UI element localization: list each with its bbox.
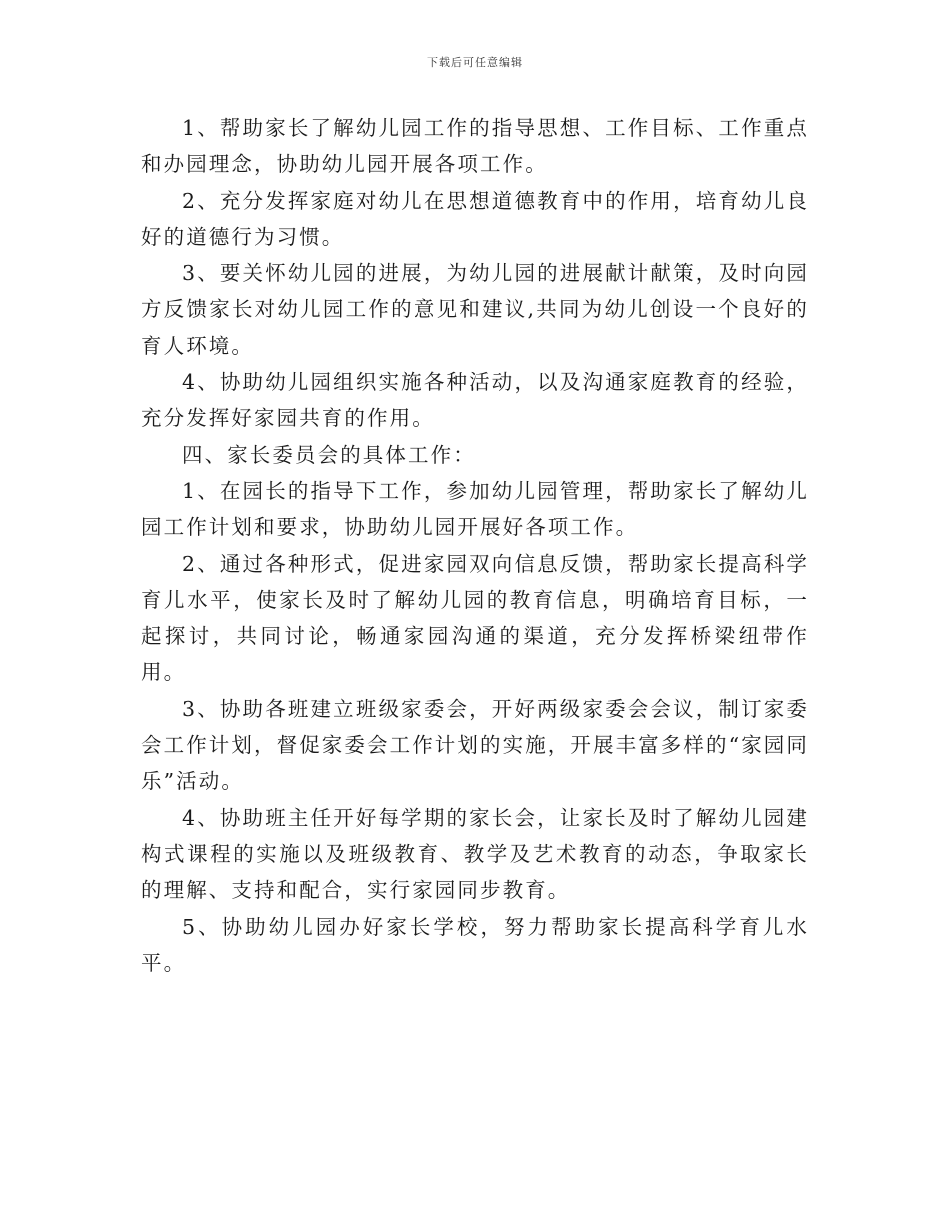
paragraph-2: 2、充分发挥家庭对幼儿在思想道德教育中的作用，培育幼儿良好的道德行为习惯。 <box>141 188 809 249</box>
paragraph-8: 4、协助班主任开好每学期的家长会，让家长及时了解幼儿园建构式课程的实施以及班级教育、教学及艺术教育的动态，争取家长的理解、支持和配合，实行家园同步教育。 <box>141 805 809 903</box>
section-heading: 四、家长委员会的具体工作： <box>182 442 476 467</box>
paragraph-4: 4、协助幼儿园组织实施各种活动，以及沟通家庭教育的经验，充分发挥好家园共育的作用。 <box>141 370 809 431</box>
paragraph-6: 2、通过各种形式，促进家园双向信息反馈，帮助家长提高科学育儿水平，使家长及时了解幼儿园的教育信息，明确培育目标，一起探讨，共同讨论，畅通家园沟通的渠道，充分发挥桥梁纽带作用。 <box>141 551 809 685</box>
paragraph-5: 1、在园长的指导下工作，参加幼儿园管理，帮助家长了解幼儿园工作计划和要求，协助幼儿园开展好各项工作。 <box>141 478 809 540</box>
paragraph-7: 3、协助各班建立班级家委会，开好两级家委会会议，制订家委会工作计划，督促家委会工作计划的实施，开展丰富多样的“家园同乐”活动。 <box>141 696 809 794</box>
paragraph-3: 3、要关怀幼儿园的进展，为幼儿园的进展献计献策，及时向园方反馈家长对幼儿园工作的意见和建议,共同为幼儿创设一个良好的育人环境。 <box>141 261 809 358</box>
document-body <box>141 110 809 981</box>
page-header: 下载后可任意编辑 <box>427 56 523 69</box>
paragraph-9: 5、协助幼儿园办好家长学校，努力帮助家长提高科学育儿水平。 <box>141 914 809 975</box>
paragraph-1: 1、帮助家长了解幼儿园工作的指导思想、工作目标、工作重点和办园理念，协助幼儿园开展各项工作。 <box>141 116 809 177</box>
